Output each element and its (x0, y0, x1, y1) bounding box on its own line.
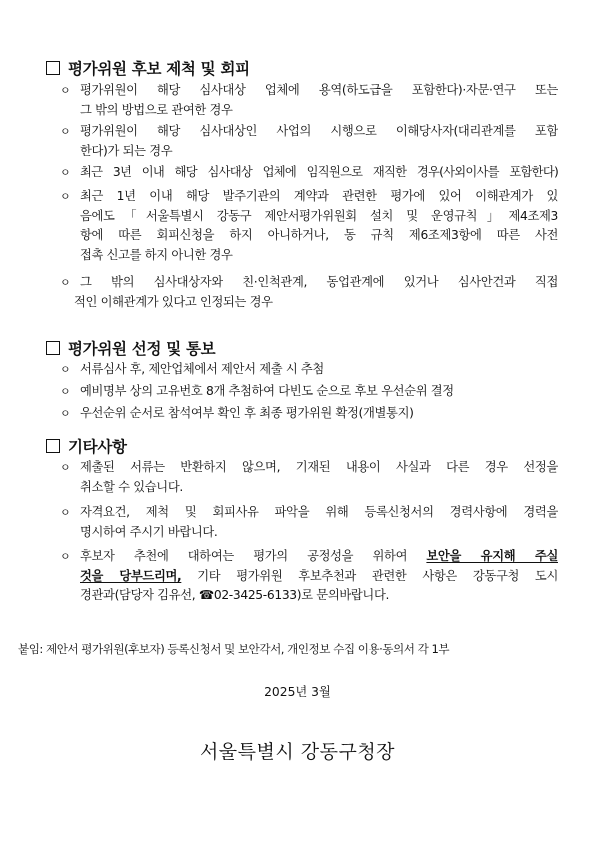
section-3-item-2: ㅇ 자격요건, 제척 및 회피사유 파악을 위해 등록신청서의 경력사항에 경력을 명시하여 주시기 바랍니다. (60, 505, 558, 539)
bullet-icon: ㅇ (60, 385, 71, 398)
section-1-item-1: ㅇ 평가위원이 해당 심사대상 업체에 용역(하도급을 포함한다)·자문·연구 또는 그 밖의 방법으로 관여한 경우 (60, 83, 558, 117)
checkbox-icon (46, 341, 60, 355)
bullet-icon: ㅇ (60, 363, 71, 376)
section-3-item-1: ㅇ 제출된 서류는 반환하지 않으며, 기재된 내용이 사실과 다른 경우 선정을 취소할 수 있습니다. (60, 460, 558, 494)
section-1-item-4: ㅇ 최근 1년 이내 해당 발주기관의 계약과 관련한 평가에 있어 이해관계가 있 음에도「서울특별시 강동구 제안서평가위원회 설치 및 운영규칙」제4조제3 항에 따른 회피신청을 하지 아니하거나, 동 규칙 제6조제3항에 따른 사전 접촉 신고를 하지 아니한 경우 (60, 189, 558, 262)
bullet-icon: ㅇ (60, 506, 71, 519)
bullet-icon: ㅇ (60, 166, 71, 179)
bullet-icon: ㅇ (60, 125, 71, 138)
section-2-item-3: ㅇ 우선순위 순서로 참석여부 확인 후 최종 평가위원 확정(개별통지) (60, 404, 558, 424)
bullet-icon: ㅇ (60, 407, 71, 420)
section-3-title: 기타사항 (68, 438, 127, 456)
checkbox-icon (46, 61, 60, 75)
bullet-icon: ㅇ (60, 84, 71, 97)
bullet-icon: ㅇ (60, 276, 71, 289)
bullet-icon: ㅇ (60, 190, 71, 203)
contact-line: 경관과(담당자 김유선, ☎02-3425-6133)로 문의바랍니다. (80, 588, 390, 603)
checkbox-icon (46, 439, 60, 453)
section-1-item-3: ㅇ 최근 3년 이내 해당 심사대상 업체에 임직원으로 재직한 경우(사외이사를 포함한다) (60, 163, 558, 183)
section-3-item-3: ㅇ 후보자 추천에 대하여는 평가의 공정성을 위하여 보안을 유지해 주실 것을 당부드리며, 기타 평가위원 후보추천과 관련한 사항은 강동구청 도시 경관과(담당자 김유선, ☎02-3425-6133)로 문의바랍니다. (60, 547, 558, 606)
section-1-heading (46, 57, 250, 79)
bullet-icon: ㅇ (60, 550, 71, 563)
section-1-item-2: ㅇ 평가위원이 해당 심사대상인 사업의 시행으로 이해당사자(대리관계를 포함 한다)가 되는 경우 (60, 124, 558, 158)
document-date: 2025년 3월 (264, 685, 331, 699)
issuer-signature: 서울특별시 강동구청장 (199, 741, 396, 763)
section-2-title: 평가위원 선정 및 통보 (68, 340, 216, 358)
section-2-item-2: ㅇ 예비명부 상의 고유번호 8개 추첨하여 다빈도 순으로 후보 우선순위 결정 (60, 382, 558, 402)
section-1-title: 평가위원 후보 제척 및 회피 (68, 60, 250, 78)
bullet-icon: ㅇ (60, 461, 71, 474)
section-1-item-5: ㅇ 그 밖의 심사대상자와 친·인척관계, 동업관계에 있거나 심사안건과 직접 적인 이해관계가 있다고 인정되는 경우 (60, 275, 558, 309)
section-3-heading (46, 435, 127, 457)
request-emphasis-text: 것을 당부드리며, (80, 568, 182, 583)
attachment-note: 붙임: 제안서 평가위원(후보자) 등록신청서 및 보안각서, 개인정보 수집 이용·동의서 각 1부 (18, 642, 450, 656)
section-2-item-1: ㅇ 서류심사 후, 제안업체에서 제안서 제출 시 추첨 (60, 360, 558, 380)
section-2-heading (46, 337, 215, 359)
security-emphasis-text: 보안을 유지해 주실 (426, 549, 558, 563)
